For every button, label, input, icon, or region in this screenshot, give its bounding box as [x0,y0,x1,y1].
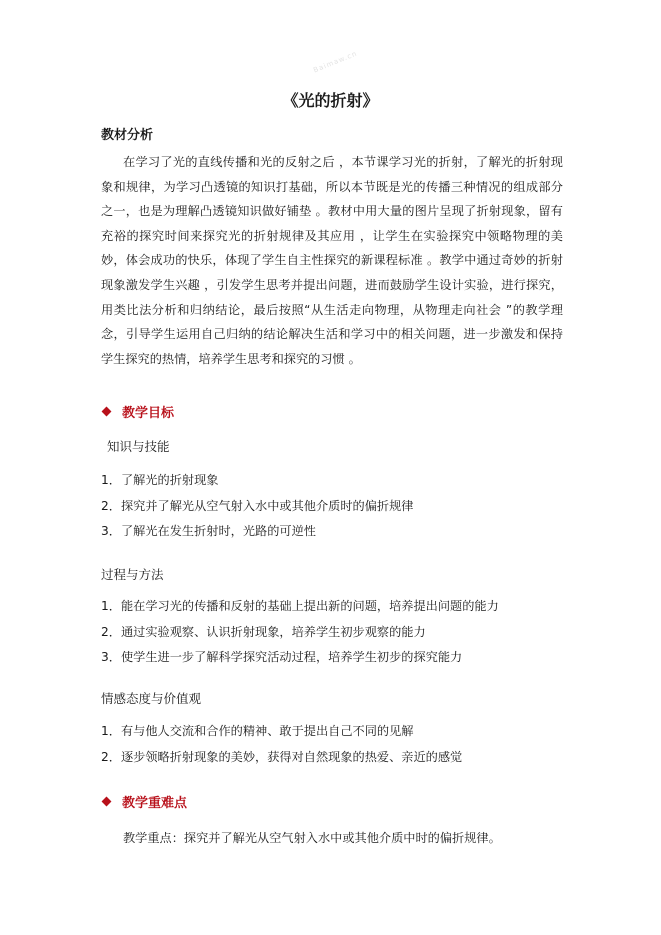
key-points-heading [101,791,187,811]
document-title: 《光的折射》 [282,91,379,110]
goals-heading [101,401,174,421]
process-list [101,594,499,671]
list-item: 2．逐步领略折射现象的美妙，获得对自然现象的热爱、亲近的感觉 [101,749,463,764]
emotion-subheading: 情感态度与价值观 [101,691,202,706]
list-item: 1．有与他人交流和合作的精神、敢于提出自己不同的见解 [101,724,414,738]
key-points-heading-text: 教学重难点 [122,795,188,811]
diamond-bullet-icon [102,406,112,416]
watermark: Baimaw.cn [312,49,359,75]
analysis-paragraph: 在学习了光的直线传播和光的反射之后 ，本节课学习光的折射，了解光的折射现象和规律，为学习凸透镜的知识打基础，所以本节既是光的传播三种情况的组成部分之一，也是为理解凸透镜知识做好铺垫 。教材中用大量的图片呈现了折射现象，留有充裕的探究时间来探究光的折射规律及其应用 ，让学生在实验探究中领略物理的美妙，体会成功的快乐，体现了学生自主性探究的新课程标准 。教学中通过奇妙的折射现象激发学生兴趣 ，引发学生思考并提出问题，进而鼓励学生设计实验，进行探究，用类比法分析和归纳结论，最后按照“从生活走向物理，从物理走向社会 ”的教学理念，引导学生运用自己归纳的结论解决生活和学习中的相关问题，进一步激发和保持学生探究的热情，培养学生思考和探究的习惯 。 [101,155,563,366]
emotion-list [101,719,462,770]
analysis-heading: 教材分析 [101,128,154,143]
diamond-bullet-icon [102,796,112,806]
list-item: 1．能在学习光的传播和反射的基础上提出新的问题，培养提出问题的能力 [101,599,499,613]
list-item: 3．使学生进一步了解科学探究活动过程，培养学生初步的探究能力 [101,650,463,664]
knowledge-list [101,468,414,545]
goals-heading-text: 教学目标 [122,405,175,421]
list-item: 2．探究并了解光从空气射入水中或其他介质时的偏折规律 [101,498,414,513]
knowledge-subheading: 知识与技能 [107,439,170,454]
key-point-text: 教学重点：探究并了解光从空气射入水中或其他介质中时的偏折规律。 [123,831,501,845]
list-item: 3．了解光在发生折射时，光路的可逆性 [101,524,316,538]
list-item: 1．了解光的折射现象 [101,473,219,487]
process-subheading: 过程与方法 [101,567,164,582]
list-item: 2．通过实验观察、认识折射现象，培养学生初步观察的能力 [101,624,426,639]
